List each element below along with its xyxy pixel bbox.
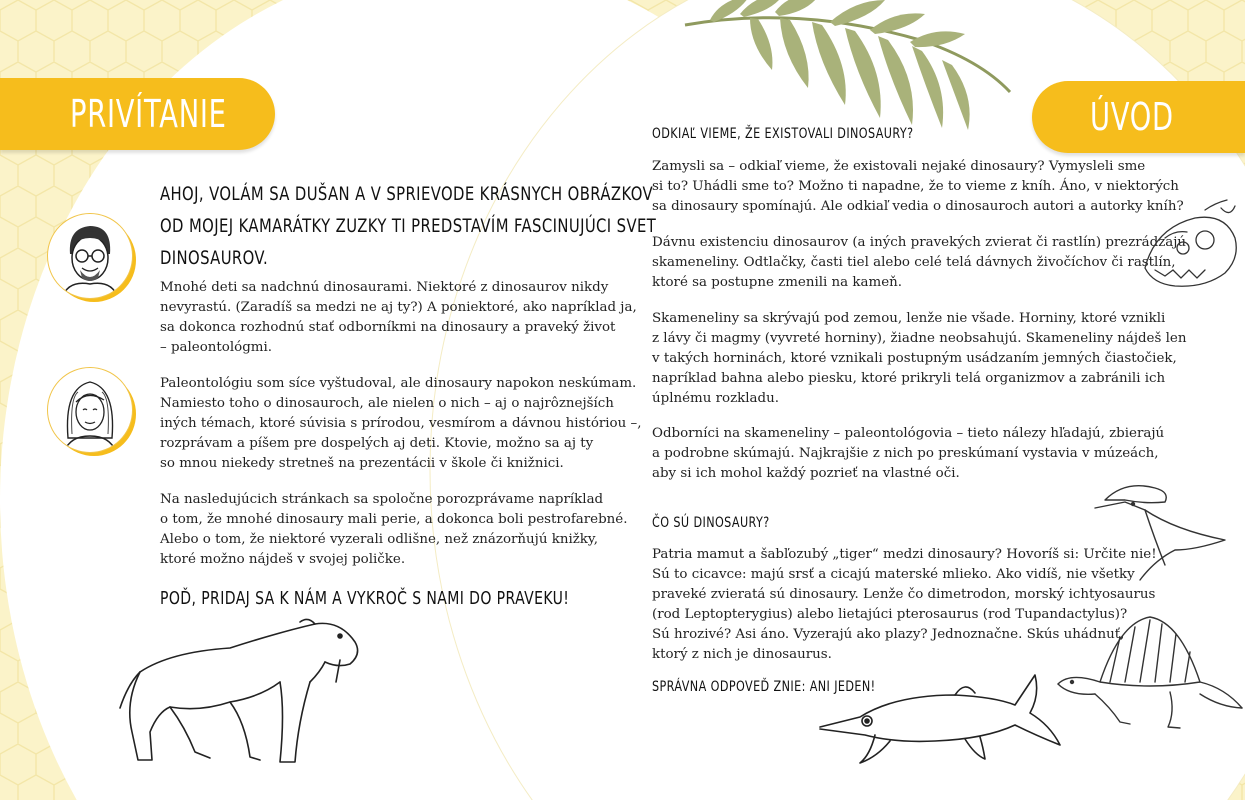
text-line: Sú to cicavce: majú srsť a cicajú materské mlieko. Ako vidíš, nie všetky <box>652 567 1135 582</box>
paragraph-1 <box>160 278 637 358</box>
sabertooth-cat-illustration <box>110 612 370 772</box>
uvod-banner <box>1032 81 1245 153</box>
uvod-title: ÚVOD <box>1090 95 1174 139</box>
text-line: a podrobne skúmajú. Najkrajšie z nich po preskúmaní vystavia v múzeách, <box>652 446 1159 461</box>
text-line: z lávy či magmy (vyvreté horniny), žiadne neobsahujú. Skameneliny nájdeš len <box>652 331 1187 346</box>
paragraph-r2 <box>652 233 1186 293</box>
text-line: úplnému rozkladu. <box>652 391 779 406</box>
text-line: ktorý z nich je dinosaurus. <box>652 647 832 662</box>
section-heading-fossils: ODKIAĽ VIEME, ŽE EXISTOVALI DINOSAURY? <box>652 126 914 142</box>
text-line: Alebo o tom, že niektoré vyzerali odlišne, než znázorňujú knižky, <box>160 532 598 547</box>
text-line: rozprávam a píšem pre dospelých aj deti. Ktovie, možno sa aj ty <box>160 436 594 451</box>
man-portrait-icon <box>48 214 132 298</box>
privitanie-title: PRIVÍTANIE <box>70 92 227 136</box>
text-line: napríklad bahna alebo piesku, ktoré prikryli telá organizmov a zabránili ich <box>652 371 1166 386</box>
text-line: skameneliny. Odtlačky, časti tiel alebo celé telá dávnych živočíchov či rastlín, <box>652 255 1176 270</box>
text-line: Sú hrozivé? Asi áno. Vyzerajú ako plazy? Jednoznačne. Skús uhádnuť, <box>652 627 1125 642</box>
woman-portrait-icon <box>48 368 132 452</box>
intro-text <box>160 178 656 274</box>
avatar-zuzka <box>47 367 133 453</box>
text-line: praveké zvieratá sú dinosaury. Lenže čo dimetrodon, morský ichtyosaurus <box>652 587 1156 602</box>
answer-text: SPRÁVNA ODPOVEĎ ZNIE: ANI JEDEN! <box>652 679 876 695</box>
text-line: v takých horninách, ktoré vznikali postupným usádzaním jemných čiastočiek, <box>652 351 1177 366</box>
fern-leaf-illustration <box>680 0 1020 135</box>
paragraph-3 <box>160 490 627 570</box>
paragraph-2 <box>160 374 641 474</box>
text-line: so mnou niekedy stretneš na prezentácii v škole či knižnici. <box>160 456 564 471</box>
text-line: Dávnu existenciu dinosaurov (a iných pravekých zvierat či rastlín) prezrádzajú <box>652 235 1187 250</box>
text-line: aby si ich mohol každý pozrieť na vlastné oči. <box>652 466 960 481</box>
text-line: Skameneliny sa skrývajú pod zemou, lenže nie všade. Horniny, ktoré vznikli <box>652 311 1166 326</box>
text-line: nevyrastú. (Zaradíš sa medzi ne aj ty?) A poniektoré, ako napríklad ja, <box>160 300 637 315</box>
text-line: Paleontológiu som síce vyštudoval, ale dinosaury napokon neskúmam. <box>160 376 637 391</box>
intro-line: AHOJ, VOLÁM SA DUŠAN A V SPRIEVODE KRÁSNYCH OBRÁZKOV <box>160 183 654 205</box>
fossil-skull-illustration <box>1135 198 1245 308</box>
privitanie-banner <box>0 78 275 150</box>
text-line: sa dokonca rozhodnú stať odborníkmi na dinosaury a praveký život <box>160 320 616 335</box>
text-line: Odborníci na skameneliny – paleontológovia – tieto nálezy hľadajú, zbierajú <box>652 426 1165 441</box>
dimetrodon-illustration <box>1050 612 1245 742</box>
avatar-dusan <box>47 213 133 299</box>
section-heading-dinosaurs: ČO SÚ DINOSAURY? <box>652 515 770 531</box>
intro-line: DINOSAUROV. <box>160 247 269 269</box>
intro-line: OD MOJEJ KAMARÁTKY ZUZKY TI PREDSTAVÍM FASCINUJÚCI SVET <box>160 215 657 237</box>
text-line: Namiesto toho o dinosauroch, ale nielen o nich – aj o najrôznejších <box>160 396 614 411</box>
text-line: (rod Leptopterygius) alebo lietajúci pterosaurus (rod Tupandactylus)? <box>652 607 1128 622</box>
text-line: si to? Uhádli sme to? Možno ti napadne, že to vieme z kníh. Áno, v niektorých <box>652 179 1179 194</box>
text-line: ktoré možno nájdeš v svojej poličke. <box>160 552 406 567</box>
text-line: sa dinosaury spomínajú. Ale odkiaľ vedia o dinosauroch autori a autorky kníh? <box>652 199 1184 214</box>
text-line: Mnohé deti sa nadchnú dinosaurami. Niektoré z dinosaurov nikdy <box>160 280 609 295</box>
text-line: o tom, že mnohé dinosaury mali perie, a dokonca boli pestrofarebné. <box>160 512 628 527</box>
call-to-action: POĎ, PRIDAJ SA K NÁM A VYKROČ S NAMI DO PRAVEKU! <box>160 588 570 609</box>
text-line: ktoré sa postupne zmenili na kameň. <box>652 275 903 290</box>
paragraph-r1 <box>652 157 1184 217</box>
paragraph-r3 <box>652 309 1186 409</box>
text-line: Zamysli sa – odkiaľ vieme, že existovali nejaké dinosaury? Vymysleli sme <box>652 159 1146 174</box>
text-line: – paleontológmi. <box>160 340 272 355</box>
ichthyosaur-illustration <box>815 655 1065 765</box>
text-line: Na nasledujúcich stránkach sa spoločne porozprávame napríklad <box>160 492 604 507</box>
text-line: Patria mamut a šabľozubý „tiger“ medzi dinosaury? Hovoríš si: Určite nie! <box>652 547 1157 562</box>
pterosaur-illustration <box>1085 470 1235 590</box>
text-line: iných témach, ktoré súvisia s prírodou, vesmírom a dávnou históriou –, <box>160 416 642 431</box>
